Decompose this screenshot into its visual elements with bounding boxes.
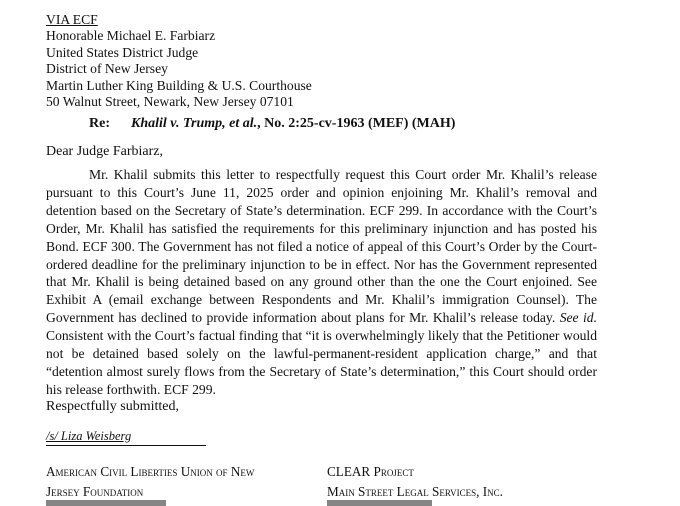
org-line: American Civil Liberties Union of New <box>46 464 255 479</box>
addressee-line: Honorable Michael E. Farbiarz <box>46 28 216 44</box>
re-label: Re: <box>89 116 110 131</box>
case-name: Khalil v. Trump, et al. <box>131 116 258 131</box>
re-line <box>89 116 455 132</box>
org-line: CLEAR Project <box>327 464 414 479</box>
body-text-part1: Mr. Khalil submits this letter to respectfully request this Court order Mr. Khalil’s release pursuant to this Court’s June 11, 2025 order and opinion enjoining Mr. Khalil’s removal and detention based on the Secretary of State’s determination. ECF 299. In accordance with the Court’s Order, Mr. Khalil has satisfied the requirements for this preliminary injunction and has posted his Bond. ECF 300. The Government has not filed a notice of appeal of this Court’s Order by the Court-ordered deadline for the preliminary injunction to be in effect. Nor has the Government represented that Mr. Khalil is being detained based on any ground other than the one the Court enjoined. See Exhibit A (email exchange between Respondents and Mr. Khalil’s immigration Counsel). The Government has declined to provide information about plans for Mr. Khalil’s release today. <box>46 167 597 326</box>
via-ecf: VIA ECF <box>46 12 98 27</box>
body-text-part2: Consistent with the Court’s factual finding that “it is overwhelmingly likely that the Petitioner would not be detained based solely on the lawful-permanent-resident application charge,” and that “detention almost surely flows from the Secretary of State’s determination,” this Court should order his release forthwith. ECF 299. <box>46 328 597 397</box>
signature-block-left <box>46 462 254 501</box>
signature-line <box>46 429 206 446</box>
address-block <box>46 12 312 110</box>
addressee-line: Martin Luther King Building & U.S. Courthouse <box>46 77 312 93</box>
addressee-line: 50 Walnut Street, Newark, New Jersey 07101 <box>46 94 294 110</box>
addressee-line: United States District Judge <box>46 44 199 60</box>
salutation: Dear Judge Farbiarz, <box>46 144 164 159</box>
closing: Respectfully submitted, <box>46 399 179 414</box>
org-line: Main Street Legal Services, Inc. <box>327 483 503 499</box>
body-paragraph <box>46 166 597 399</box>
case-number: , No. 2:25-cv-1963 (MEF) (MAH) <box>257 116 456 131</box>
signature-block-right <box>327 462 503 501</box>
signature: /s/ Liza Weisberg <box>46 429 132 443</box>
cropped-text-fragment <box>327 500 432 506</box>
org-line: Jersey Foundation <box>46 483 144 499</box>
see-id-citation: See id. <box>559 310 597 326</box>
addressee-line: District of New Jersey <box>46 61 168 77</box>
cropped-text-fragment <box>46 500 166 506</box>
